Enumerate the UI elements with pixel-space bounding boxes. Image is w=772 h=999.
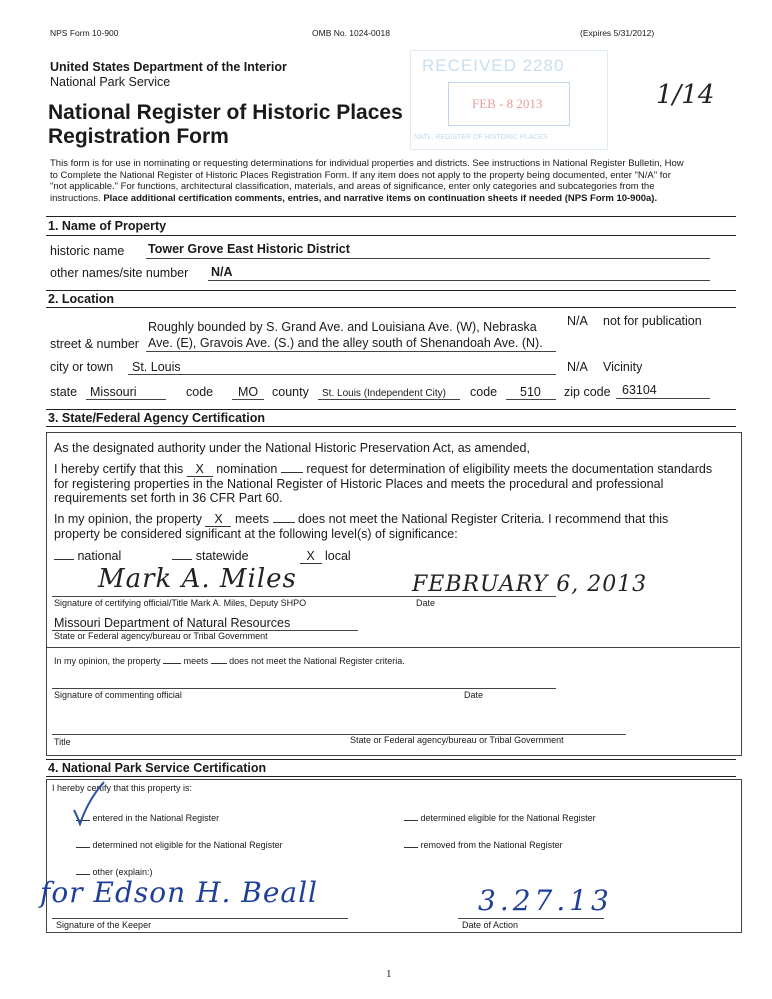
local-label: local: [325, 549, 351, 563]
state-code-label: code: [186, 385, 214, 399]
certify-text-a: I hereby certify that this: [54, 462, 184, 476]
vicinity-na[interactable]: N/A: [567, 360, 588, 374]
agency2-label: State or Federal agency/bureau or Tribal Government: [350, 735, 564, 745]
statewide-checkbox[interactable]: [172, 559, 192, 560]
check-mark-icon: [70, 780, 106, 826]
state-underline: [86, 399, 166, 400]
meets-checkbox[interactable]: X: [205, 512, 231, 527]
rule: [46, 776, 736, 777]
commenting-date-label: Date: [464, 690, 484, 700]
nomination-checkbox[interactable]: X: [187, 462, 213, 477]
county-underline: [318, 399, 460, 400]
service: National Park Service: [50, 75, 171, 89]
other-names-underline: [208, 280, 710, 281]
county-code-underline: [506, 399, 556, 400]
section-2-heading: 2. Location: [48, 292, 114, 306]
intro-line-4a: instructions.: [50, 192, 104, 204]
rule: [46, 307, 736, 308]
action-date-label: Date of Action: [462, 920, 519, 930]
significance-levels: [54, 549, 351, 564]
rule: [46, 759, 736, 760]
option-determined-eligible: [404, 813, 596, 823]
intro-line-3: "not applicable." For functions, architectural classification, materials, and areas of significance, enter only categories and subcategories from the: [50, 181, 655, 192]
opinion-text-b: meets: [234, 512, 270, 526]
national-label: national: [77, 549, 122, 563]
rule: [46, 426, 736, 427]
keeper-label: Signature of the Keeper: [56, 920, 152, 930]
other-checkbox[interactable]: [76, 874, 90, 875]
rule: [46, 409, 736, 410]
state-label: state: [50, 385, 78, 399]
handwritten-mark: 1/14: [656, 80, 715, 110]
certifying-date-handwritten: FEBRUARY 6, 2013: [412, 572, 648, 597]
rule: [46, 216, 736, 217]
opinion-text-a: In my opinion, the property: [54, 512, 202, 526]
county-code-label: code: [470, 385, 498, 399]
other-label: other (explain:): [92, 867, 153, 877]
opinion-line-2: property be considered significant at the following level(s) of significance:: [54, 527, 458, 541]
street-underline: [146, 351, 556, 352]
county-code-value[interactable]: 510: [520, 385, 541, 399]
city-underline: [128, 374, 556, 375]
city-label: city or town: [50, 360, 114, 374]
historic-name-value[interactable]: Tower Grove East Historic District: [148, 242, 350, 256]
commenting-meets-checkbox[interactable]: [163, 663, 181, 664]
opinion2-text-c: does not meet the National Register criteria.: [229, 656, 405, 666]
other-names-value[interactable]: N/A: [211, 265, 233, 279]
county-label: county: [272, 385, 309, 399]
certify-text-b: nomination: [216, 462, 278, 476]
received-stamp: [410, 50, 606, 150]
authority-text: As the designated authority under the National Historic Preservation Act, as amended,: [54, 441, 530, 455]
state-code-value[interactable]: MO: [238, 385, 259, 399]
omb-number: OMB No. 1024-0018: [312, 28, 390, 38]
not-meets-checkbox[interactable]: [273, 522, 295, 523]
rule: [46, 235, 736, 236]
certify-text-c: request for determination of eligibility meets the documentation standards: [306, 462, 713, 476]
signature-underline: [52, 596, 556, 597]
opinion-text-c: does not meet the National Register Criteria. I recommend that this: [297, 512, 669, 526]
city-value[interactable]: St. Louis: [132, 360, 181, 374]
keeper-signature-underline: [52, 918, 348, 919]
keeper-box: [46, 779, 742, 933]
certify-line-2: for registering properties in the National Register of Historic Places and meets the procedural and professional: [54, 477, 664, 491]
department: United States Department of the Interior: [50, 60, 287, 74]
rule: [46, 290, 736, 291]
intro-line-1: This form is for use in nominating or requesting determinations for individual properties and districts. See instructions in National Register Bulletin, How: [50, 158, 684, 169]
street-value-line2[interactable]: Ave. (E), Gravois Ave. (S.) and the alley south of Shenandoah Ave. (N).: [148, 336, 543, 350]
form-title-line2: Registration Form: [48, 125, 229, 148]
statewide-label: statewide: [195, 549, 249, 563]
expiration: (Expires 5/31/2012): [580, 28, 655, 38]
certify-line-3: requirements set forth in 36 CFR Part 60.: [54, 491, 283, 505]
intro-paragraph: [50, 158, 736, 204]
removed-checkbox[interactable]: [404, 847, 418, 848]
stamp-received: RECEIVED 2280: [422, 56, 565, 75]
determined-eligible-label: determined eligible for the National Register: [420, 813, 596, 823]
keeper-signature: for Edson H. Beall: [40, 876, 318, 909]
stamp-bottom: NATL. REGISTER OF HISTORIC PLACES: [414, 134, 548, 141]
date-label: Date: [416, 598, 436, 608]
commenting-not-meets-checkbox[interactable]: [211, 663, 227, 664]
agency-value[interactable]: Missouri Department of Natural Resources: [54, 616, 291, 630]
vicinity-label: Vicinity: [603, 360, 643, 374]
other-names-label: other names/site number: [50, 266, 189, 280]
section-3-heading: 3. State/Federal Agency Certification: [48, 411, 265, 425]
opinion-line-1: [54, 512, 668, 527]
agency-label: State or Federal agency/bureau or Tribal Government: [54, 631, 268, 641]
nfp-na[interactable]: N/A: [567, 314, 588, 328]
zip-underline: [616, 398, 710, 399]
form-title-line1: National Register of Historic Places: [48, 101, 403, 124]
nfp-label: not for publication: [603, 314, 702, 328]
title-underline: [52, 734, 392, 735]
signature-label: Signature of certifying official/Title Mark A. Miles, Deputy SHPO: [54, 598, 307, 608]
removed-label: removed from the National Register: [420, 840, 563, 850]
intro-line-4: [50, 193, 736, 205]
form-number: NPS Form 10-900: [50, 28, 119, 38]
state-value[interactable]: Missouri: [90, 385, 137, 399]
option-determined-not: [76, 840, 283, 850]
option-removed: [404, 840, 563, 850]
historic-name-underline: [146, 258, 710, 259]
state-code-underline: [232, 399, 264, 400]
entered-label: entered in the National Register: [92, 813, 220, 823]
intro-line-4b: Place additional certification comments, entries, and narrative items on continuation sheets if needed (NPS Form 10-900a).: [103, 192, 658, 204]
certify-line-1: [54, 462, 712, 477]
section-4-heading: 4. National Park Service Certification: [48, 761, 267, 775]
determined-eligible-checkbox[interactable]: [404, 820, 418, 821]
title-label: Title: [54, 737, 71, 747]
action-date-underline: [458, 918, 604, 919]
request-checkbox[interactable]: [281, 472, 303, 473]
stamp-date: FEB - 8 2013: [472, 96, 543, 111]
local-checkbox[interactable]: X: [300, 549, 322, 564]
historic-name-label: historic name: [50, 244, 125, 258]
county-value[interactable]: St. Louis (Independent City): [322, 388, 446, 399]
page-number: 1: [386, 968, 392, 980]
intro-line-2: to Complete the National Register of Historic Places Registration Form. If any item does not apply to the property being documented, enter "N/A" for: [50, 169, 671, 181]
commenting-opinion: [54, 656, 405, 666]
determined-not-checkbox[interactable]: [76, 847, 90, 848]
section-1-heading: 1. Name of Property: [48, 219, 167, 233]
zip-value[interactable]: 63104: [622, 383, 657, 397]
street-value-line1[interactable]: Roughly bounded by S. Grand Ave. and Louisiana Ave. (W), Nebraska: [148, 320, 537, 334]
keeper-date-handwritten: 3.27.13: [478, 884, 613, 917]
opinion2-text-a: In my opinion, the property: [54, 656, 161, 666]
nps-certify-intro: I hereby certify that this property is:: [52, 783, 193, 793]
commenting-signature-label: Signature of commenting official: [54, 690, 182, 700]
rule: [46, 647, 740, 648]
commenting-signature-underline: [52, 688, 556, 689]
street-label: street & number: [50, 337, 139, 351]
certifying-signature: Mark A. Miles: [98, 564, 297, 594]
zip-label: zip code: [564, 385, 611, 399]
national-checkbox[interactable]: [54, 559, 74, 560]
opinion2-text-b: meets: [183, 656, 209, 666]
determined-not-label: determined not eligible for the National Register: [92, 840, 283, 850]
